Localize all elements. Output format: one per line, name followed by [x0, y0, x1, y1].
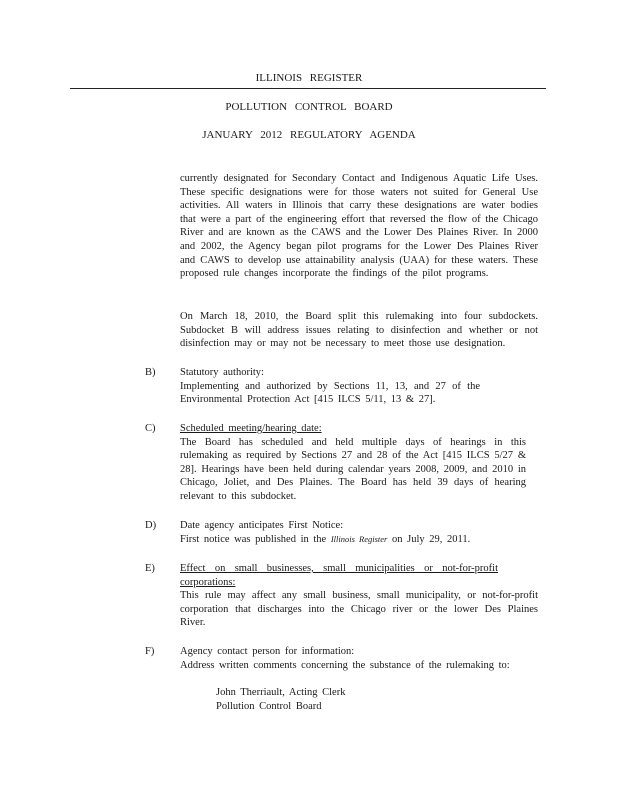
section-title: Statutory authority: — [180, 367, 264, 378]
section-body — [180, 533, 538, 547]
section-e — [180, 562, 538, 630]
section-letter: C) — [145, 423, 156, 434]
header-divider — [70, 88, 546, 89]
section-body: This rule may affect any small business, small municipality, or not-for-profit corporation that discharges into the Chicago river or the lower Des Plaines River. — [180, 590, 538, 629]
section-letter: B) — [145, 367, 156, 378]
board-title: POLLUTION CONTROL BOARD — [225, 101, 393, 113]
section-letter: E) — [145, 563, 155, 574]
illinois-register-italic: Illinois Register — [330, 533, 388, 544]
agenda-title: JANUARY 2012 REGULATORY AGENDA — [202, 129, 416, 141]
section-body: Implementing and authorized by Sections 11, 13, and 27 of the Environmental Protection Act [415 ILCS 5/11, 13 & 27]. — [180, 380, 480, 406]
section-c — [180, 422, 526, 504]
contact-block — [216, 686, 436, 713]
section-title: Date agency anticipates First Notice: — [180, 520, 344, 531]
section-title: Effect on small businesses, small municipalities or not-for-profit corporations: — [180, 563, 498, 588]
section-body: Address written comments concerning the substance of the rulemaking to: — [180, 659, 510, 671]
contact-name: John Therriault, Acting Clerk — [216, 687, 346, 698]
register-title: ILLINOIS REGISTER — [255, 72, 363, 84]
section-d — [180, 519, 538, 546]
body-text: on July 29, 2011. — [392, 533, 471, 545]
section-letter: F) — [145, 646, 155, 657]
intro-paragraph-2: On March 18, 2010, the Board split this rulemaking into four subdockets. Subdocket B will address issues relating to disinfection and whether or not disinfection may or may not be necessary to meet those use designation. — [180, 311, 538, 350]
intro-paragraph: currently designated for Secondary Contact and Indigenous Aquatic Life Uses. These specific designations were for those waters not suited for General Use activities. All waters in Illinois that carry these designations are water bodies that were a part of the engineering effort that reversed the flow of the Chicago River and are known as the CAWS and the Lower Des Plaines River. In 2000 and 2002, the Agency began pilot programs for the Lower Des Plaines River and CAWS to develop use attainability analysis (UAA) for these waters. These proposed rule changes incorporate the findings of the pilot programs. — [180, 173, 538, 280]
section-title: Agency contact person for information: — [180, 646, 355, 657]
section-letter: D) — [145, 520, 157, 531]
section-b — [180, 366, 480, 407]
section-body: The Board has scheduled and held multiple days of hearings in this rulemaking as required by Sections 27 and 28 of the Act [415 ILCS 5/27 & 28]. Hearings have been held during calendar years 2008, 2009, and 2010 in Chicago, Joliet, and Des Plaines. The Board has held 39 days of hearing relevant to this subdocket. — [180, 436, 526, 502]
body-text: First notice was published in the — [180, 533, 327, 545]
contact-org: Pollution Control Board — [216, 700, 322, 712]
section-title: Scheduled meeting/hearing date: — [180, 423, 322, 434]
section-f — [180, 645, 538, 672]
